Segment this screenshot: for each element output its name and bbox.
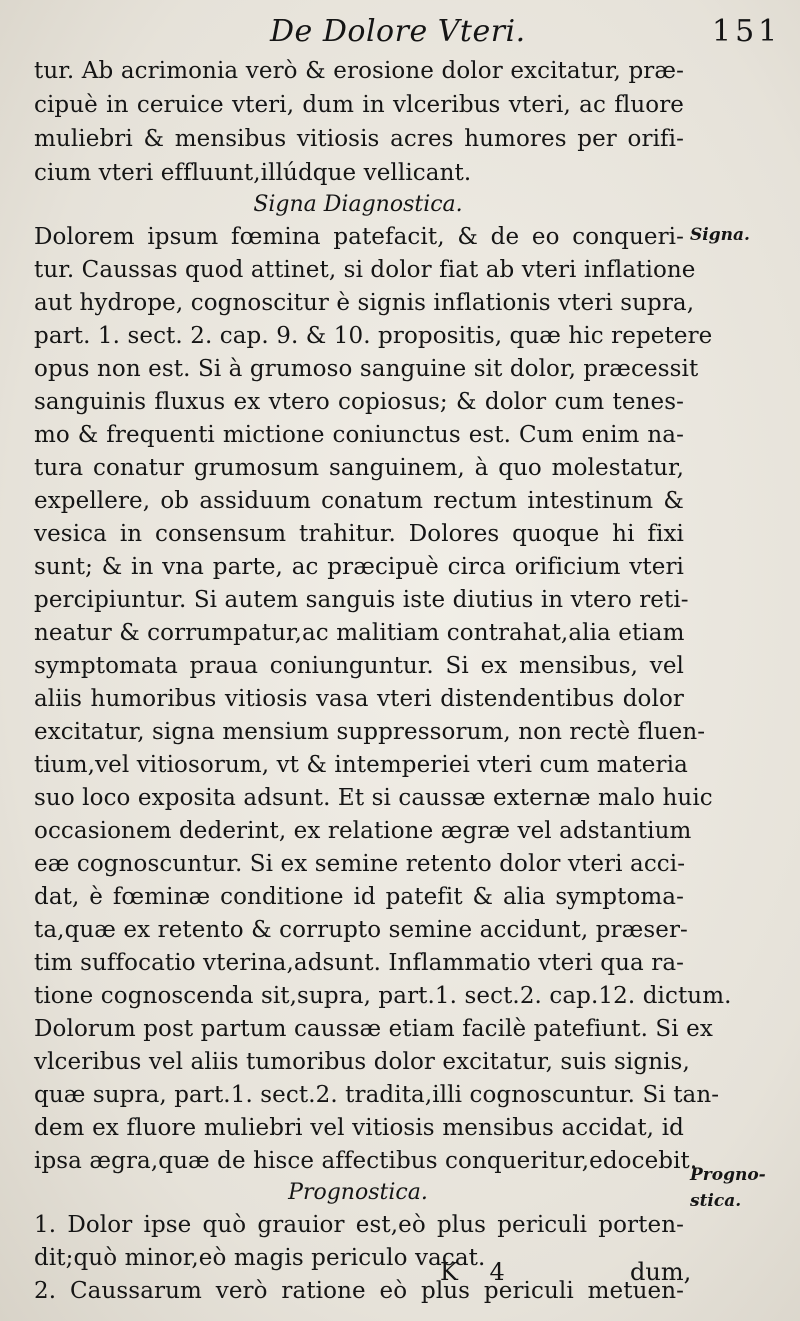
text-line: tur. Ab acrimonia verò & erosione dolor excitatur, præ- [34,58,684,84]
text-line: excitatur, signa mensium suppressorum, non rectè fluen- [34,719,706,745]
text-line: tione cognoscenda sit,supra, part.1. sect.2. cap.12. dictum. [34,983,732,1009]
section-heading-prognostica: Prognostica. [288,1180,428,1205]
text-line: aut hydrope, cognoscitur è signis inflationis vteri supra, [34,290,695,316]
text-line: neatur & corrumpatur,ac malitiam contrahat,alia etiam [34,620,685,646]
text-line: dit;quò minor,eò magis periculo vacat. [34,1245,486,1271]
text-line: 2. Caussarum verò ratione eò plus periculi metuen- [34,1278,684,1304]
margin-note-signa: Signa. [690,225,750,245]
text-line: cium vteri effluunt,illúdque vellicant. [34,160,472,186]
text-line: eæ cognoscuntur. Si ex semine retento dolor vteri acci- [34,851,686,877]
catchword: dum, [630,1258,692,1286]
text-line: ta,quæ ex retento & corrupto semine accidunt, præser- [34,917,688,943]
text-line: cipuè in ceruice vteri, dum in vlceribus vteri, ac fluore [34,92,684,118]
text-line: percipiuntur. Si autem sanguis iste diutius in vtero reti- [34,587,689,613]
text-line: suo loco exposita adsunt. Et si caussæ externæ malo huic [34,785,713,811]
signature-mark: K 4 [440,1258,517,1286]
section-heading-signa-diagnostica: Signa Diagnostica. [253,192,463,217]
text-line: vesica in consensum trahitur. Dolores quoque hi fixi [34,521,684,547]
text-line: tur. Caussas quod attinet, si dolor fiat ab vteri inflatione [34,257,696,283]
text-line: occasionem dederint, ex relatione ægræ vel adstantium [34,818,692,844]
text-line: expellere, ob assiduum conatum rectum intestinum & [34,488,684,514]
text-line: sunt; & in vna parte, ac præcipuè circa orificium vteri [34,554,684,580]
text-line: ipsa ægra,quæ de hisce affectibus conqueritur,edocebit. [34,1148,698,1174]
text-line: Dolorum post partum caussæ etiam facilè patefiunt. Si ex [34,1016,713,1042]
text-line: vlceribus vel aliis tumoribus dolor excitatur, suis signis, [34,1049,690,1075]
text-line: 1. Dolor ipse quò grauior est,eò plus periculi porten- [34,1212,684,1238]
text-line: Dolorem ipsum fœmina patefacit, & de eo conqueri- [34,224,684,250]
text-line: part. 1. sect. 2. cap. 9. & 10. propositis, quæ hic repetere [34,323,713,349]
margin-note-prognostica-2: stica. [690,1191,742,1211]
page-number: 151 [712,14,782,49]
margin-note-prognostica-1: Progno- [690,1165,766,1185]
text-line: dat, è fœminæ conditione id patefit & alia symptoma- [34,884,684,910]
page-header [0,14,800,54]
text-line: sanguinis fluxus ex vtero copiosus; & dolor cum tenes- [34,389,684,415]
text-line: opus non est. Si à grumoso sanguine sit dolor, præcessit [34,356,699,382]
page-footer [0,1258,800,1298]
running-head: De Dolore Vteri. [270,14,526,49]
text-line: symptomata praua coniunguntur. Si ex mensibus, vel [34,653,684,679]
text-line: mo & frequenti mictione coniunctus est. Cum enim na- [34,422,684,448]
text-line: tura conatur grumosum sanguinem, à quo molestatur, [34,455,684,481]
text-line: muliebri & mensibus vitiosis acres humores per orifi- [34,126,684,152]
text-line: quæ supra, part.1. sect.2. tradita,illi cognoscuntur. Si tan- [34,1082,720,1108]
text-line: aliis humoribus vitiosis vasa vteri distendentibus dolor [34,686,684,712]
text-line: tium,vel vitiosorum, vt & intemperiei vteri cum materia [34,752,688,778]
text-line: dem ex fluore muliebri vel vitiosis mensibus accidat, id [34,1115,684,1141]
text-line: tim suffocatio vterina,adsunt. Inflammatio vteri qua ra- [34,950,685,976]
